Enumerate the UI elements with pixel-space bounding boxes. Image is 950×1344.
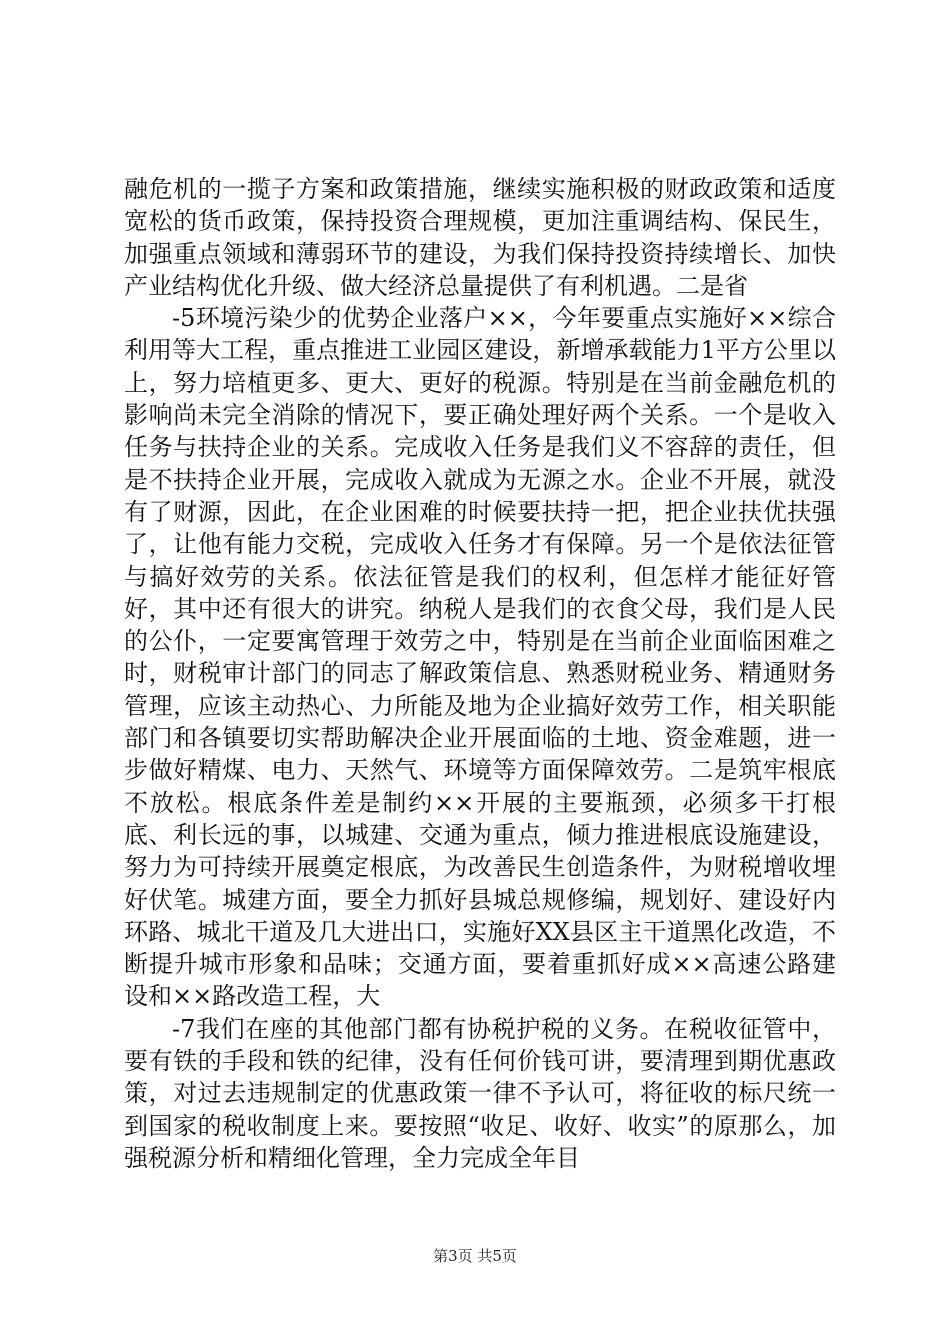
paragraph-1: 融危机的一揽子方案和政策措施，继续实施积极的财政政策和适度宽松的货币政策，保持投资合理规模，更加注重调结构、保民生，加强重点领域和薄弱环节的建设，为我们保持投资持续增长、加快产业结构优化升级、做大经济总量提供了有利机遇。二是省: [124, 175, 836, 300]
page-footer: 第3页 共5页: [433, 1247, 517, 1265]
paragraph-2: -5环境污染少的优势企业落户××，今年要重点实施好××综合利用等大工程，重点推进工业园区建设，新增承载能力1平方公里以上，努力培植更多、更大、更好的税源。特别是在当前金融危机的影响尚未完全消除的情况下，要正确处理好两个关系。一个是收入任务与扶持企业的关系。完成收入任务是我们义不容辞的责任，但是不扶持企业开展，完成收入就成为无源之水。企业不开展，就没有了财源，因此，在企业困难的时候要扶持一把，把企业扶优扶强了，让他有能力交税，完成收入任务才有保障。另一个是依法征管与搞好效劳的关系。依法征管是我们的权利，但怎样才能征好管好，其中还有很大的讲究。纳税人是我们的衣食父母，我们是人民的公仆，一定要寓管理于效劳之中，特别是在当前企业面临困难之时，财税审计部门的同志了解政策信息、熟悉财税业务、精通财务管理，应该主动热心、力所能及地为企业搞好效劳工作，相关职能部门和各镇要切实帮助解决企业开展面临的土地、资金难题，进一步做好精煤、电力、天然气、环境等方面保障效劳。二是筑牢根底不放松。根底条件差是制约××开展的主要瓶颈，必须多干打根底、利长远的事，以城建、交通为重点，倾力推进根底设施建设，努力为可持续开展奠定根底，为改善民生创造条件，为财税增收埋好伏笔。城建方面，要全力抓好县城总规修编，规划好、建设好内环路、城北干道及几大进出口，实施好XX县区主干道黑化改造，不断提升城市形象和品味；交通方面，要着重抓好成××高速公路建设和××路改造工程，大: [124, 304, 836, 1011]
document-body: [124, 173, 836, 1174]
paragraph-3: -7我们在座的其他部门都有协税护税的义务。在税收征管中，要有铁的手段和铁的纪律，没有任何价钱可讲，要清理到期优惠政策，对过去违规制定的优惠政策一律不予认可，将征收的标尺统一到国家的税收制度上来。要按照“收足、收好、收实”的原那么，加强税源分析和精细化管理，全力完成全年目: [124, 1014, 836, 1172]
